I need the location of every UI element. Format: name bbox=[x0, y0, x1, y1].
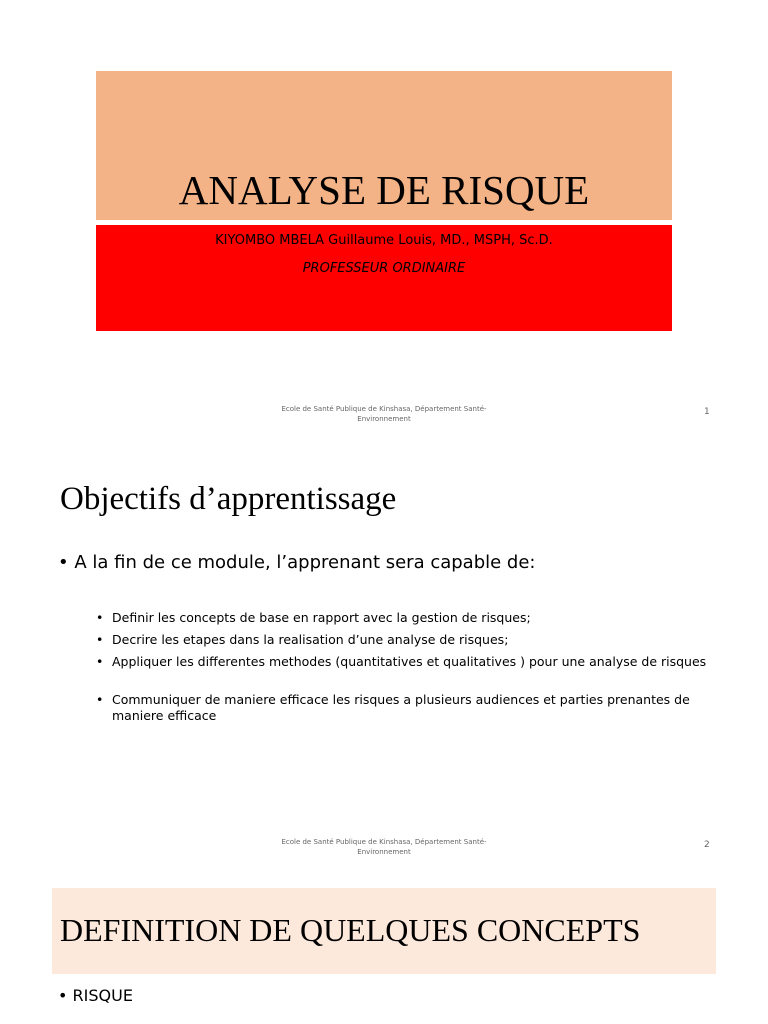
slide2-footer-line2: Environnement bbox=[357, 848, 411, 856]
slide3-bullet bbox=[58, 984, 133, 1008]
objective-item bbox=[96, 654, 712, 670]
objective-text: Definir les concepts de base en rapport avec la gestion de risques; bbox=[112, 610, 531, 625]
objective-item bbox=[96, 692, 712, 724]
slide2-footer-line1: Ecole de Santé Publique de Kinshasa, Département Santé- bbox=[281, 838, 487, 846]
slide1-page-number: 1 bbox=[704, 407, 710, 417]
slide2-footer bbox=[254, 837, 514, 857]
bullet-icon: • bbox=[96, 654, 104, 669]
slide3-title: DEFINITION DE QUELQUES CONCEPTS bbox=[60, 912, 641, 948]
slide3-bullet-text: RISQUE bbox=[72, 986, 133, 1005]
bullet-icon: • bbox=[58, 552, 75, 573]
bullet-icon: • bbox=[96, 610, 104, 625]
objective-text: Appliquer les differentes methodes (quantitatives et qualitatives ) pour une analyse de risques bbox=[112, 654, 707, 669]
objective-text: Communiquer de maniere efficace les risques a plusieurs audiences et parties prenantes de maniere efficace bbox=[112, 692, 690, 723]
bullet-icon: • bbox=[58, 986, 73, 1005]
objective-text: Decrire les etapes dans la realisation d’une analyse de risques; bbox=[112, 632, 509, 647]
slide1-role: PROFESSEUR ORDINAIRE bbox=[302, 261, 466, 276]
bullet-icon: • bbox=[96, 692, 104, 707]
objective-item bbox=[96, 632, 712, 648]
slide2-lead-text: A la fin de ce module, l’apprenant sera capable de: bbox=[74, 552, 536, 573]
slide1-author: KIYOMBO MBELA Guillaume Louis, MD., MSPH, Sc.D. bbox=[215, 233, 553, 248]
slide1-title: ANALYSE DE RISQUE bbox=[178, 167, 590, 213]
bullet-icon: • bbox=[96, 632, 104, 647]
slide2-title: Objectifs d’apprentissage bbox=[60, 481, 397, 517]
slide1-footer-line1: Ecole de Santé Publique de Kinshasa, Département Santé- bbox=[281, 405, 487, 413]
slide1-footer bbox=[254, 404, 514, 424]
slide2-page-number: 2 bbox=[704, 840, 710, 850]
objective-item bbox=[96, 610, 712, 626]
slide1-footer-line2: Environnement bbox=[357, 415, 411, 423]
slide2-lead-bullet bbox=[58, 550, 536, 576]
